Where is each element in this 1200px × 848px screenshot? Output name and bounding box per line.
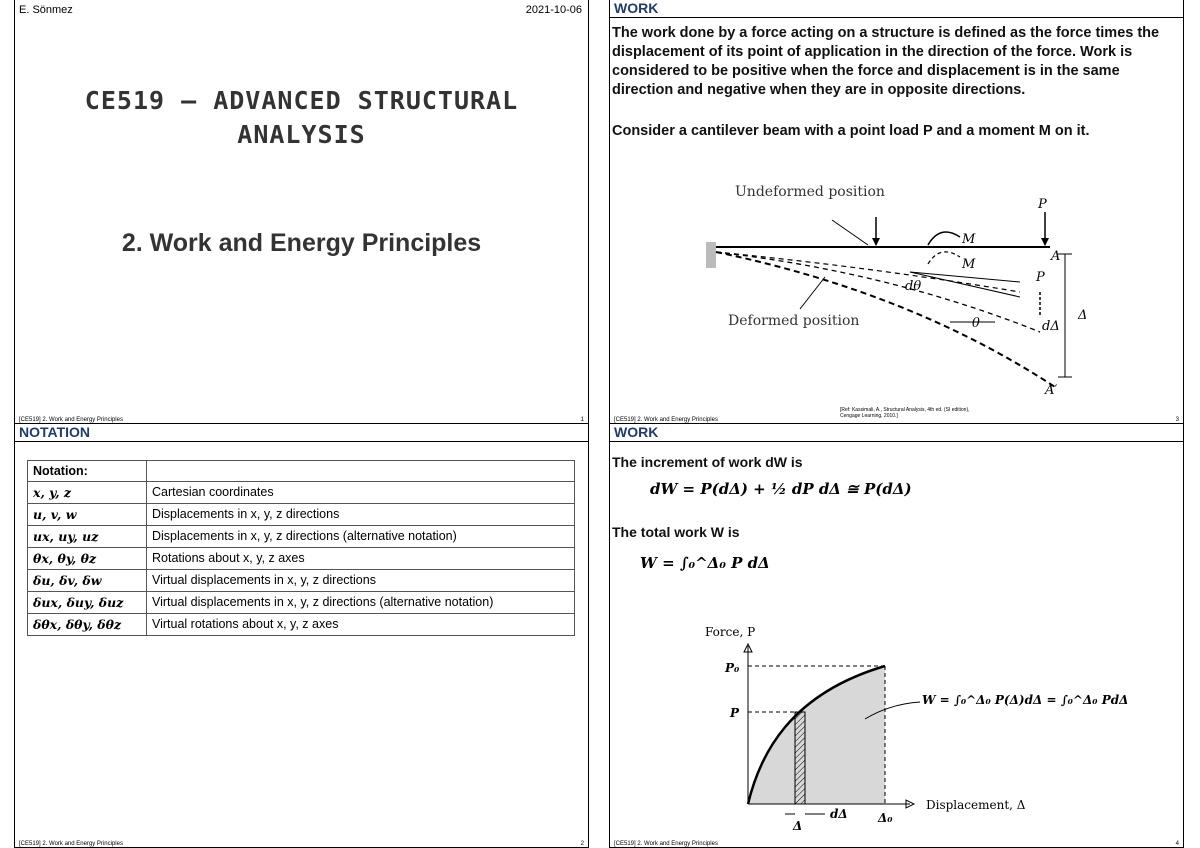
label-dtheta: dθ — [905, 279, 922, 294]
table-row — [28, 548, 575, 570]
label-M2: M — [962, 257, 976, 272]
equation-W: W = ∫₀^Δ₀ P dΔ — [640, 554, 770, 572]
notation-symbol: θx, θy, θz — [28, 548, 147, 570]
label-A-prime: A′ — [1045, 383, 1058, 398]
y-axis-label: Force, P — [705, 625, 756, 639]
undeformed-label: Undeformed position — [735, 184, 885, 200]
table-header: Notation: — [28, 461, 147, 482]
slide-header: NOTATION — [15, 424, 588, 442]
notation-meaning: Virtual rotations about x, y, z axes — [147, 614, 575, 636]
work-area — [748, 666, 885, 804]
deformed-label: Deformed position — [728, 313, 860, 329]
slide-header: WORK — [610, 424, 1183, 442]
course-title: CE519 – ADVANCED STRUCTURAL ANALYSIS — [84, 86, 519, 149]
footer: [CE519] 2. Work and Energy Principles — [19, 841, 123, 847]
table-row — [28, 482, 575, 504]
label-Delta: Δ — [793, 819, 803, 833]
label-P0: P₀ — [725, 661, 740, 675]
notation-symbol: x, y, z — [28, 482, 147, 504]
notation-symbol: ux, uy, uz — [28, 526, 147, 548]
label-A: A — [1051, 249, 1061, 264]
footer: [CE519] 2. Work and Energy Principles — [19, 417, 123, 423]
notation-meaning: Cartesian coordinates — [147, 482, 575, 504]
table-row — [28, 461, 575, 482]
label-M: M — [962, 232, 976, 247]
fixed-support — [706, 242, 716, 268]
cantilever-intro: Consider a cantilever beam with a point load P and a moment M on it. — [612, 123, 1090, 139]
page-number: 1 — [580, 417, 584, 423]
author: E. Sönmez — [19, 4, 73, 16]
label-theta: θ — [972, 316, 980, 331]
label-Delta0: Δ₀ — [878, 811, 893, 825]
cantilever-figure — [610, 172, 1184, 402]
table-row — [28, 614, 575, 636]
slide-header: WORK — [610, 0, 1183, 18]
notation-symbol: δu, δv, δw — [28, 570, 147, 592]
table-row — [28, 592, 575, 614]
page-number: 3 — [1175, 417, 1179, 423]
label-dDelta: dΔ — [830, 807, 848, 821]
notation-table — [27, 460, 575, 636]
table-row — [28, 570, 575, 592]
equation-dW: dW = P(dΔ) + ½ dP dΔ ≅ P(dΔ) — [650, 480, 912, 498]
slide-4 — [609, 424, 1184, 848]
notation-symbol: δθx, δθy, δθz — [28, 614, 147, 636]
label-Delta: Δ — [1078, 308, 1088, 323]
work-equation: W = ∫₀^Δ₀ P(Δ)dΔ = ∫₀^Δ₀ PdΔ — [922, 693, 1129, 707]
date: 2021-10-06 — [525, 4, 582, 16]
page-number: 4 — [1175, 841, 1179, 847]
table-row — [28, 504, 575, 526]
x-axis-label: Displacement, Δ — [926, 798, 1026, 812]
footer: [CE519] 2. Work and Energy Principles — [614, 841, 718, 847]
reference: [Ref: Kassimali, A., Structural Analysis, 4th ed. (SI edition), Cengage Learning, 2010.] — [840, 407, 970, 419]
force-displacement-graph — [610, 604, 1184, 844]
total-work-text: The total work W is — [612, 524, 740, 540]
notation-symbol: δux, δuy, δuz — [28, 592, 147, 614]
table-row — [28, 526, 575, 548]
work-definition: The work done by a force acting on a structure is defined as the force times the displacement of its point of application in the direction of the force. Work is considered to be positive when the force and displacement is in the same direction and negative when they are in opposite directions. — [612, 25, 1160, 98]
slide-2 — [14, 424, 589, 848]
hatched-strip — [795, 712, 805, 804]
label-P2: P — [1036, 270, 1045, 285]
notation-meaning: Virtual displacements in x, y, z directions — [147, 570, 575, 592]
label-P: P — [1038, 197, 1047, 212]
footer: [CE519] 2. Work and Energy Principles — [614, 417, 718, 423]
increment-text: The increment of work dW is — [612, 454, 803, 470]
slide-subtitle: 2. Work and Energy Principles — [121, 229, 482, 257]
moment-arrow — [928, 232, 960, 245]
page-number: 2 — [580, 841, 584, 847]
slide-1 — [14, 0, 589, 424]
notation-meaning: Displacements in x, y, z directions (alternative notation) — [147, 526, 575, 548]
notation-meaning: Virtual displacements in x, y, z directions (alternative notation) — [147, 592, 575, 614]
slide-3 — [609, 0, 1184, 424]
label-P: P — [730, 706, 740, 720]
notation-meaning: Rotations about x, y, z axes — [147, 548, 575, 570]
notation-symbol: u, v, w — [28, 504, 147, 526]
notation-meaning: Displacements in x, y, z directions — [147, 504, 575, 526]
label-dDelta: dΔ — [1042, 319, 1060, 334]
